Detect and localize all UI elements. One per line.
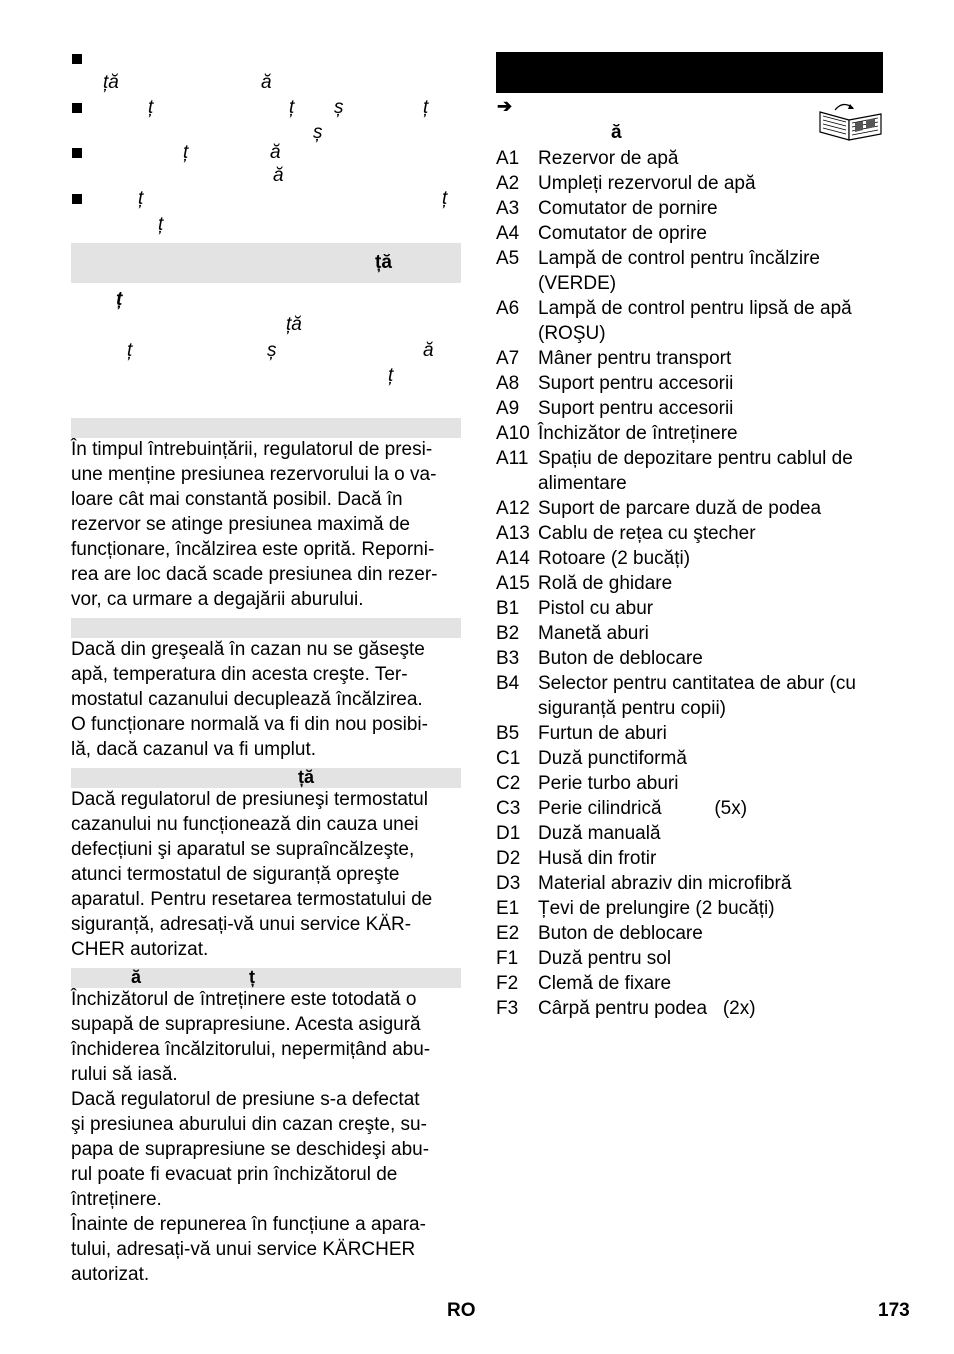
parts-list	[496, 146, 896, 1021]
footer-language: RO	[447, 1300, 476, 1321]
chapter-heading-bar	[496, 52, 883, 93]
intro-fragment: ă	[611, 122, 622, 143]
list-item-continuation: alimentare	[538, 473, 627, 494]
fragment: ă	[261, 72, 272, 93]
subsection-bar-boiler-thermostat	[71, 618, 461, 638]
section-heading-bar	[71, 243, 461, 283]
safety-thermostat-paragraph: Dacă regulatorul de presiuneşi termostatul cazanului nu funcționează din cauza unei defecțiuni şi aparatul se supraîncălzeşte, atunci termostatul de siguranță opreşte aparatul. Pentru resetarea termostatului de siguranță, adresați-vă unui service KÄR- CHER autorizat.	[71, 789, 433, 960]
fragment: ță	[286, 314, 302, 335]
list-item-continuation: (VERDE)	[538, 273, 617, 294]
list-item: C3 Perie cilindrică (5x)	[496, 798, 748, 819]
list-item: C2 Perie turbo aburi	[496, 773, 679, 794]
list-item: A11 Spațiu de depozitare pentru cablul de	[496, 448, 853, 469]
fragment: ă	[423, 340, 434, 361]
list-item: F1 Duză pentru sol	[496, 948, 672, 969]
list-item: A14 Rotoare (2 bucăți)	[496, 548, 691, 569]
fragment: ț	[183, 142, 189, 163]
list-item: E2 Buton de deblocare	[496, 923, 703, 944]
list-item: B4 Selector pentru cantitatea de abur (cu	[496, 673, 856, 694]
fragment: ț	[388, 365, 394, 386]
list-item: C1 Duză punctiformă	[496, 748, 687, 769]
arrow-icon: ➔	[497, 96, 513, 116]
fragment: ț	[138, 188, 144, 209]
subsection-bar-pressure-regulator	[71, 418, 461, 438]
bullet-3	[72, 148, 82, 158]
list-item: D2 Husă din frotir	[496, 848, 657, 869]
list-item: E1 Țevi de prelungire (2 bucăți)	[496, 898, 775, 919]
fragment: ț	[423, 97, 429, 118]
section-heading: ță	[375, 252, 392, 273]
subsection-heading: ț	[249, 967, 255, 987]
list-item: A10 Închizător de întreținere	[496, 423, 738, 444]
list-item: A8 Suport pentru accesorii	[496, 373, 734, 394]
subsection-bar-maintenance-cap	[71, 968, 461, 988]
list-item: A3 Comutator de pornire	[496, 198, 718, 219]
list-item-continuation: siguranță pentru copii)	[538, 698, 726, 719]
pressure-regulator-paragraph: În timpul întrebuințării, regulatorul de presi- une menține presiunea rezervorului la o va- loare cât mai constantă posibil. Dacă în rezervor se atinge presiunea maximă de funcționare, încălzirea este oprită. Reporni- rea are loc dacă scade presiunea din rezer- vor, ca urmare a degajării aburului.	[71, 439, 438, 610]
fragment: ț	[116, 289, 123, 310]
fragment: ță	[103, 72, 119, 93]
list-item: F3 Cârpă pentru podea (2x)	[496, 998, 756, 1019]
fragment: ș	[334, 97, 344, 118]
list-item: B5 Furtun de aburi	[496, 723, 667, 744]
list-item: A5 Lampă de control pentru încălzire	[496, 248, 820, 269]
list-item: A15 Rolă de ghidare	[496, 573, 673, 594]
list-item: D1 Duză manuală	[496, 823, 661, 844]
list-item: A13 Cablu de rețea cu ştecher	[496, 523, 756, 544]
fragment: ț	[127, 340, 133, 361]
maintenance-cap-paragraph: Închizătorul de întreținere este totodată o supapă de suprapresiune. Acesta asigură închiderea încălzitorului, nepermițând abu- rului să iasă. Dacă regulatorul de presiune s-a defectat şi presiunea aburului din cazan creşte, su- papa de suprapresiune se deschideşi abu- rul poate fi evacuat prin închizătorul de întreținere. Înainte de repunerea în funcțiune a apara- tului, adresați-vă unui service KÄRCHER autorizat.	[71, 989, 431, 1285]
bullet-4	[72, 194, 82, 204]
list-item: D3 Material abraziv din microfibră	[496, 873, 792, 894]
manual-book-icon	[817, 100, 885, 142]
subsection-heading: ță	[298, 767, 315, 787]
fragment: ă	[270, 142, 281, 163]
bullet-2	[72, 103, 82, 113]
list-item: B2 Manetă aburi	[496, 623, 649, 644]
page-number: 173	[878, 1300, 910, 1321]
list-item: A12 Suport de parcare duză de podea	[496, 498, 822, 519]
bullet-1	[72, 54, 82, 64]
list-item: A2 Umpleți rezervorul de apă	[496, 173, 756, 194]
list-item: A7 Mâner pentru transport	[496, 348, 732, 369]
list-item: A1 Rezervor de apă	[496, 148, 679, 169]
fragment: ț	[148, 97, 154, 118]
fragment: ă	[273, 165, 284, 186]
list-item: B1 Pistol cu abur	[496, 598, 654, 619]
fragment: ț	[158, 214, 164, 235]
list-item: A6 Lampă de control pentru lipsă de apă	[496, 298, 852, 319]
fragment: ș	[313, 122, 323, 143]
list-item-continuation: (ROŞU)	[538, 323, 606, 344]
list-item: A9 Suport pentru accesorii	[496, 398, 734, 419]
fragment: ț	[442, 188, 448, 209]
fragment: ț	[289, 97, 295, 118]
subsection-heading: ă	[131, 967, 142, 987]
list-item: F2 Clemă de fixare	[496, 973, 672, 994]
list-item: B3 Buton de deblocare	[496, 648, 703, 669]
subsection-bar-safety-thermostat	[71, 768, 461, 788]
boiler-thermostat-paragraph: Dacă din greşeală în cazan nu se găseşte apă, temperatura din acesta creşte. Ter- mostatul cazanului decuplează încălzirea. O funcționare normală va fi din nou posibi- lă, dacă cazanul va fi umplut.	[71, 639, 428, 760]
fragment: ș	[267, 340, 277, 361]
list-item: A4 Comutator de oprire	[496, 223, 707, 244]
